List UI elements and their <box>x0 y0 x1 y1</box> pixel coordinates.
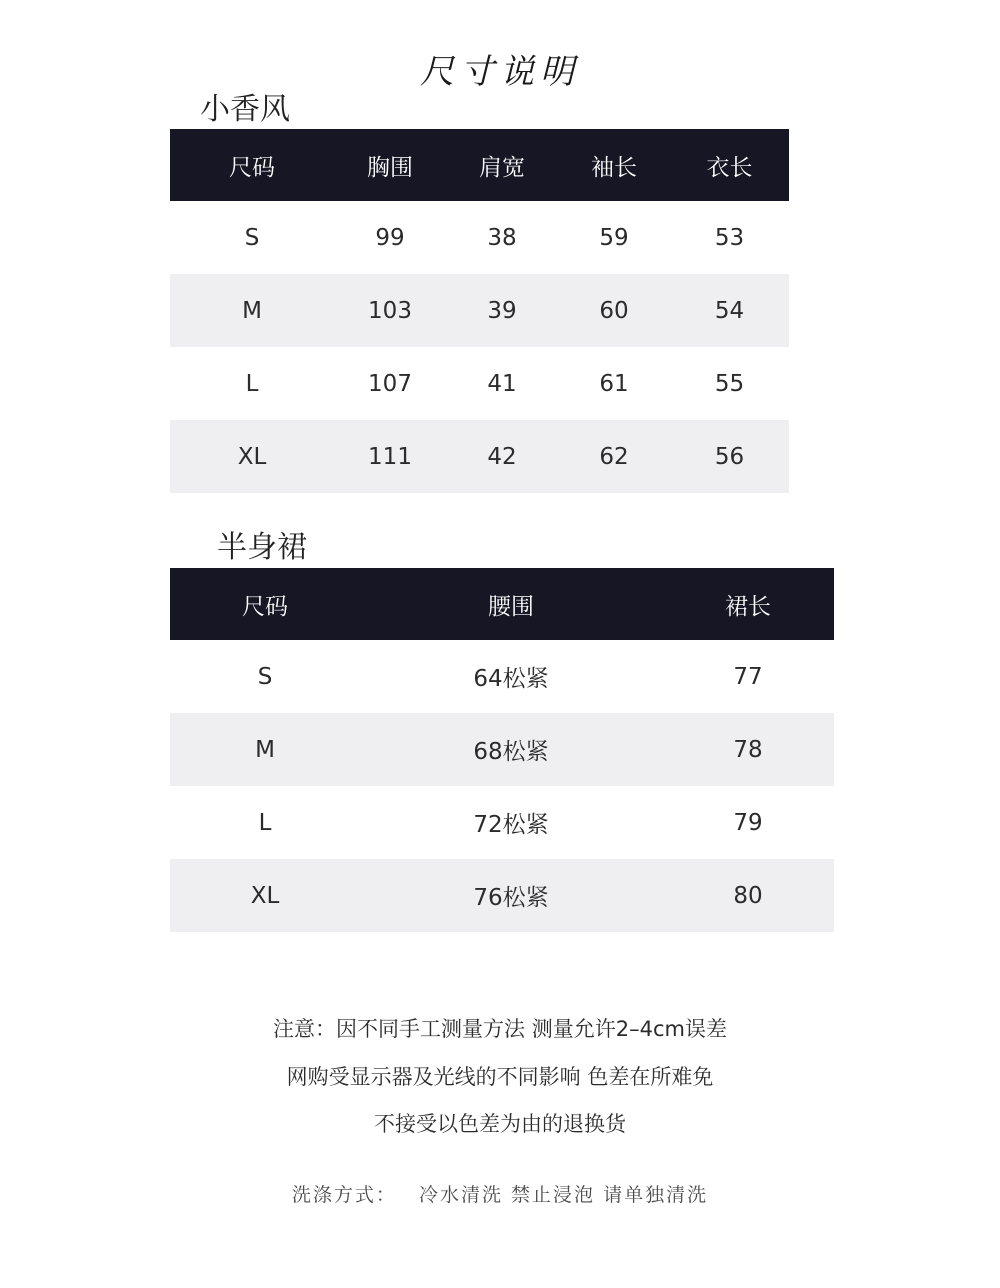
cell-size: S <box>170 201 334 274</box>
measurement-note: 注意：因不同手工测量方法 测量允许2–4cm误差 <box>273 1017 727 1041</box>
washing-item: 请单独清洗 <box>603 1184 709 1206</box>
cell-size: M <box>170 274 334 347</box>
cell-shoulder: 42 <box>446 420 558 493</box>
table-header-row <box>170 129 789 201</box>
cell-waist: 64松紧 <box>360 640 662 713</box>
cell-skirt-length: 79 <box>662 786 834 859</box>
table-row <box>170 713 834 786</box>
jacket-size-table <box>170 129 789 493</box>
header-sleeve: 袖长 <box>558 129 670 201</box>
table-row <box>170 274 789 347</box>
table-row <box>170 347 789 420</box>
return-policy-note: 不接受以色差为由的退换货 <box>374 1112 626 1136</box>
cell-waist: 76松紧 <box>360 859 662 932</box>
cell-size: L <box>170 786 360 859</box>
cell-size: XL <box>170 420 334 493</box>
cell-shoulder: 39 <box>446 274 558 347</box>
header-skirt-length: 裙长 <box>662 568 834 640</box>
washing-label: 洗涤方式： <box>291 1184 397 1206</box>
table-row <box>170 786 834 859</box>
cell-shoulder: 41 <box>446 347 558 420</box>
washing-instructions <box>0 1180 1000 1207</box>
washing-item: 冷水清洗 <box>418 1184 503 1206</box>
page-title: 尺寸说明 <box>420 52 580 92</box>
cell-waist: 68松紧 <box>360 713 662 786</box>
cell-length: 56 <box>670 420 789 493</box>
table-row <box>170 201 789 274</box>
header-shoulder: 肩宽 <box>446 129 558 201</box>
cell-size: XL <box>170 859 360 932</box>
table-header-row <box>170 568 834 640</box>
cell-shoulder: 38 <box>446 201 558 274</box>
washing-item: 禁止浸泡 <box>511 1184 596 1206</box>
jacket-section-title: 小香风 <box>200 92 290 127</box>
cell-chest: 107 <box>334 347 446 420</box>
header-size: 尺码 <box>170 568 360 640</box>
cell-chest: 99 <box>334 201 446 274</box>
table-row <box>170 420 789 493</box>
cell-size: L <box>170 347 334 420</box>
table-row <box>170 640 834 713</box>
cell-size: S <box>170 640 360 713</box>
cell-skirt-length: 78 <box>662 713 834 786</box>
skirt-section-title: 半身裙 <box>217 530 307 565</box>
table-row <box>170 859 834 932</box>
header-length: 衣长 <box>670 129 789 201</box>
cell-length: 54 <box>670 274 789 347</box>
header-chest: 胸围 <box>334 129 446 201</box>
header-size: 尺码 <box>170 129 334 201</box>
skirt-size-table <box>170 568 834 932</box>
cell-sleeve: 59 <box>558 201 670 274</box>
cell-waist: 72松紧 <box>360 786 662 859</box>
cell-chest: 111 <box>334 420 446 493</box>
cell-skirt-length: 77 <box>662 640 834 713</box>
header-waist: 腰围 <box>360 568 662 640</box>
cell-size: M <box>170 713 360 786</box>
color-difference-note: 网购受显示器及光线的不同影响 色差在所难免 <box>286 1065 714 1089</box>
cell-length: 55 <box>670 347 789 420</box>
cell-chest: 103 <box>334 274 446 347</box>
cell-sleeve: 61 <box>558 347 670 420</box>
cell-skirt-length: 80 <box>662 859 834 932</box>
cell-sleeve: 62 <box>558 420 670 493</box>
cell-length: 53 <box>670 201 789 274</box>
cell-sleeve: 60 <box>558 274 670 347</box>
